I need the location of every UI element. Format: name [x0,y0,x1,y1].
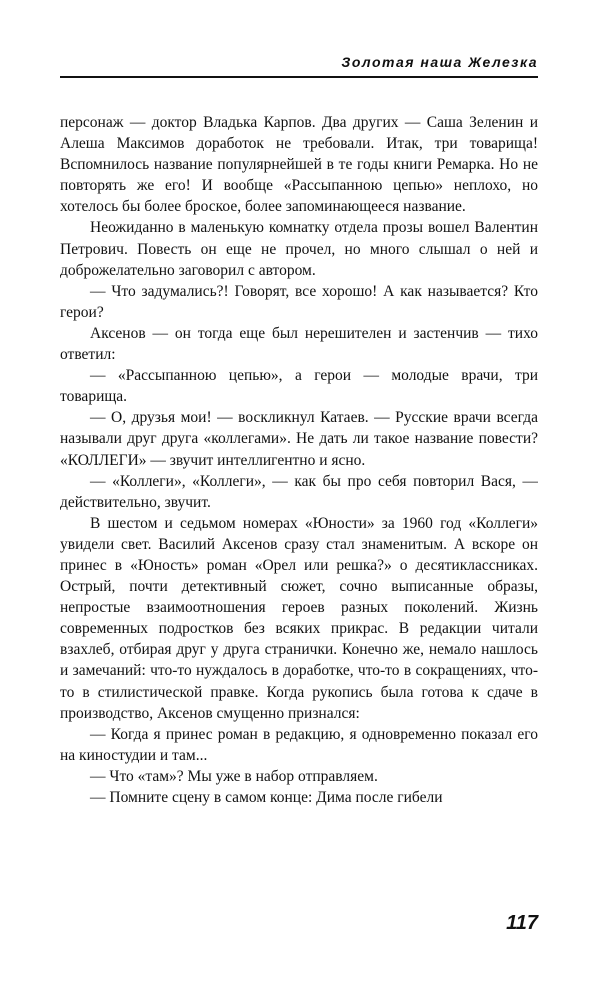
running-title: Золотая наша Железка [341,54,538,70]
paragraph: В шестом и седьмом номерах «Юности» за 1960 год «Коллеги» увидели свет. Василий Аксенов сразу стал знаменитым. А вскоре он принес в «Юность» роман «Орел или решка?» о десятиклассниках. Острый, почти детективный сюжет, сочно выписанные образы, непростые взаимоотношения героев разных поколений. Жизнь современных подростков без всяких прикрас. В редакции читали взахлеб, отбирая друг у друга странички. Конечно же, немало нашлось и замечаний: что-то нуждалось в доработке, что-то в сокращениях, что-то в стилистической правке. Когда рукопись была готова к сдаче в производство, Аксенов смущенно признался: [60,514,538,722]
running-head [60,50,538,78]
dialogue-line: — «Коллеги», «Коллеги», — как бы про себя повторил Вася, — действительно, звучит. [60,472,538,511]
paragraph: Аксенов — он тогда еще был нерешителен и застенчив — тихо ответил: [60,324,538,364]
dialogue-line: — О, друзья мои! — воскликнул Катаев. — Русские врачи всегда называли друг друга «коллегами». Не дать ли такое название повести? «КОЛЛЕГИ» — звучит интеллигентно и ясно. [60,409,538,469]
paragraph-continued: персонаж — доктор Владька Карпов. Два других — Саша Зеленин и Алеша Максимов доработок не требовали. Итак, три товарища! Вспомнилось название популярнейшей в те годы книги Ремарка. Но не повторять же его! И вообще «Рассыпанною цепью» неплохо, но хотелось бы более броское, более запоминающееся название. [60,114,538,216]
body-text [60,112,538,907]
dialogue-line: — Когда я принес роман в редакцию, я одновременно показал его на киностудии и там... [60,725,538,764]
dialogue-line: — Что «там»? Мы уже в набор отправляем. [90,767,378,785]
dialogue-line: — Что задумались?! Говорят, все хорошо! А как называется? Кто герои? [60,282,538,321]
dialogue-line: — «Рассыпанною цепью», а герои — молодые врачи, три товарища. [60,367,538,406]
dialogue-line: — Помните сцену в самом конце: Дима после гибели [90,789,443,806]
page-number: 117 [506,912,538,934]
paragraph: Неожиданно в маленькую комнатку отдела прозы вошел Валентин Петрович. Повесть он еще не прочел, но много слышал о ней и доброжелательно заговорил с автором. [60,219,538,279]
